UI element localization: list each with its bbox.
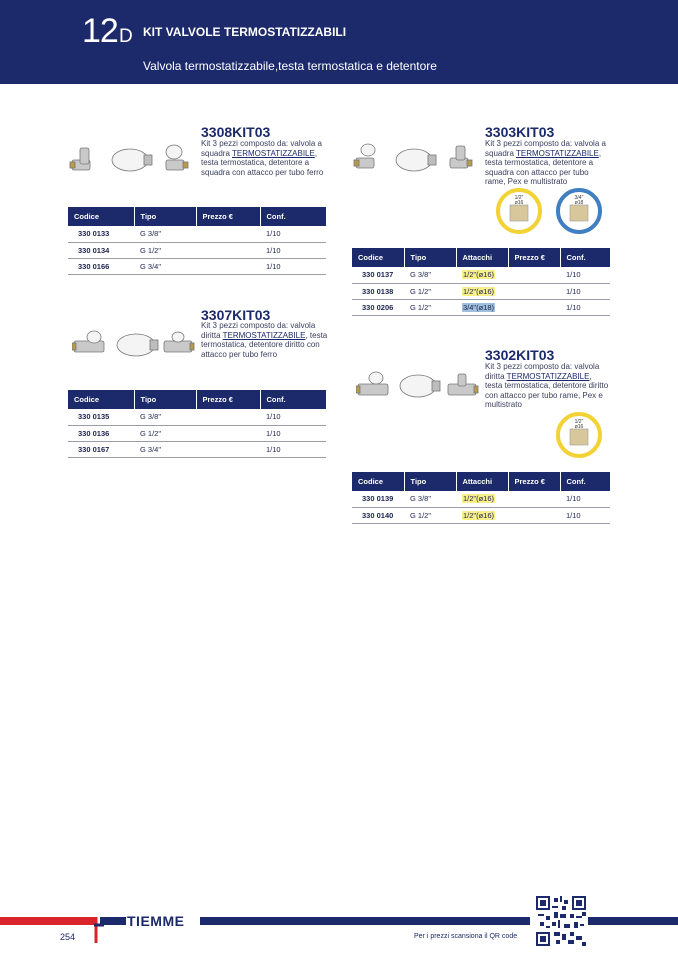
attacchi-value: 1/2"(ø16)	[463, 270, 495, 280]
chapter-letter: D	[119, 26, 133, 47]
cell-tipo: G 1/2"	[404, 507, 456, 523]
table-row	[352, 299, 610, 315]
col-codice: Codice	[352, 248, 404, 267]
badge-top-label: 3/4"	[574, 195, 584, 201]
product-description-3302	[485, 362, 609, 410]
cell-attacchi	[456, 491, 508, 507]
col-prezzo: Prezzo €	[196, 390, 260, 409]
cell-attacchi	[456, 507, 508, 523]
cell-codice: 330 0166	[68, 258, 134, 274]
cell-codice: 330 0134	[68, 242, 134, 258]
col-conf: Conf.	[260, 390, 326, 409]
cell-prezzo	[196, 258, 260, 274]
cell-conf: 1/10	[260, 242, 326, 258]
col-conf: Conf.	[260, 207, 326, 226]
cell-attacchi	[456, 299, 508, 315]
cell-prezzo	[508, 491, 560, 507]
desc-text: Kit 3 pezzi composto da: valvola diritta	[485, 362, 600, 381]
page-number: 254	[60, 932, 76, 942]
desc-text: , testa termostatica, detentore a squadra con attacco per tubo rame, Pex e multistrato	[485, 148, 602, 186]
cell-conf: 1/10	[260, 226, 326, 242]
attacchi-value: 1/2"(ø16)	[463, 510, 495, 520]
col-prezzo: Prezzo €	[508, 472, 560, 491]
footer-blue-bar	[588, 917, 678, 925]
cell-attacchi	[456, 267, 508, 283]
termostatizzabile-link[interactable]: TERMOSTATIZZABILE	[516, 148, 599, 158]
cell-codice: 330 0137	[352, 267, 404, 283]
cell-conf: 1/10	[260, 409, 326, 425]
cell-prezzo	[508, 299, 560, 315]
badge-top-label: 1/2"	[574, 419, 584, 425]
cell-attacchi	[456, 283, 508, 299]
cell-conf: 1/10	[560, 299, 610, 315]
cell-prezzo	[508, 267, 560, 283]
footer-blue-bar	[100, 917, 126, 925]
badge-top-label: 1/2"	[514, 195, 524, 201]
col-tipo: Tipo	[404, 248, 456, 267]
cell-tipo: G 3/8"	[404, 267, 456, 283]
section-subtitle: Valvola termostatizzabile,testa termostatica e detentore	[143, 59, 437, 73]
cell-prezzo	[508, 283, 560, 299]
product-table-3307	[68, 390, 326, 458]
table-row	[68, 242, 326, 258]
badge-bottom-label: ø18	[574, 200, 584, 206]
cell-tipo: G 1/2"	[134, 425, 196, 441]
cell-prezzo	[196, 242, 260, 258]
cell-codice: 330 0136	[68, 425, 134, 441]
col-tipo: Tipo	[134, 390, 196, 409]
badge-bottom-label: ø16	[574, 424, 584, 430]
kit-3307-product-image	[72, 325, 196, 363]
cell-codice: 330 0139	[352, 491, 404, 507]
cell-tipo: G 1/2"	[134, 242, 196, 258]
cell-codice: 330 0135	[68, 409, 134, 425]
table-row	[352, 507, 610, 523]
table-header-row	[68, 390, 326, 409]
desc-text: Kit 3 pezzi composto da: valvola a squadra	[485, 139, 606, 158]
product-table-3303	[352, 248, 610, 316]
qr-caption: Per i prezzi scansiona il QR code	[414, 933, 518, 940]
brand-logo: TIEMME	[127, 913, 185, 929]
cell-codice: 330 0206	[352, 299, 404, 315]
table-row	[352, 283, 610, 299]
cell-codice: 330 0133	[68, 226, 134, 242]
col-codice: Codice	[352, 472, 404, 491]
kit-3308-product-image	[68, 140, 192, 180]
product-table-3302	[352, 472, 610, 524]
attacchi-value: 1/2"(ø16)	[463, 494, 495, 504]
cell-tipo: G 3/4"	[134, 441, 196, 457]
product-code-3302: 3302KIT03	[485, 347, 555, 363]
table-row	[352, 267, 610, 283]
col-conf: Conf.	[560, 248, 610, 267]
col-codice: Codice	[68, 390, 134, 409]
cell-conf: 1/10	[260, 258, 326, 274]
cell-tipo: G 3/8"	[134, 226, 196, 242]
col-prezzo: Prezzo €	[196, 207, 260, 226]
table-row	[68, 226, 326, 242]
desc-text: Kit 3 pezzi composto da: valvola a squadra	[201, 139, 322, 158]
table-header-row	[352, 248, 610, 267]
table-header-row	[68, 207, 326, 226]
cell-conf: 1/10	[560, 491, 610, 507]
col-tipo: Tipo	[134, 207, 196, 226]
table-row	[68, 258, 326, 274]
cell-prezzo	[196, 425, 260, 441]
desc-text: , testa termostatica, detentore diritto con attacco per tubo rame, Pex e multistrato	[485, 371, 609, 409]
col-codice: Codice	[68, 207, 134, 226]
cell-prezzo	[508, 507, 560, 523]
termostatizzabile-link[interactable]: TERMOSTATIZZABILE	[222, 330, 306, 340]
size-badge-16	[496, 188, 542, 234]
cell-conf: 1/10	[260, 425, 326, 441]
cell-conf: 1/10	[260, 441, 326, 457]
product-code-3308: 3308KIT03	[201, 124, 271, 140]
col-conf: Conf.	[560, 472, 610, 491]
table-row	[68, 409, 326, 425]
badge-bottom-label: ø16	[514, 200, 524, 206]
cell-tipo: G 3/8"	[404, 491, 456, 507]
product-description-3307	[201, 321, 329, 359]
qr-code-icon[interactable]	[536, 896, 586, 946]
product-code-3307: 3307KIT03	[201, 307, 271, 323]
col-attacchi: Attacchi	[456, 472, 508, 491]
col-tipo: Tipo	[404, 472, 456, 491]
cell-tipo: G 1/2"	[404, 299, 456, 315]
footer-blue-bar	[200, 917, 530, 925]
desc-text: Kit 3 pezzi composto da: valvola diritta	[201, 321, 316, 340]
product-description-3308	[201, 139, 327, 177]
cell-conf: 1/10	[560, 267, 610, 283]
size-badge-16	[556, 412, 602, 458]
col-prezzo: Prezzo €	[508, 248, 560, 267]
cell-codice: 330 0138	[352, 283, 404, 299]
cell-prezzo	[196, 441, 260, 457]
termostatizzabile-link[interactable]: TERMOSTATIZZABILE	[506, 371, 590, 381]
cell-tipo: G 3/8"	[134, 409, 196, 425]
cell-codice: 330 0140	[352, 507, 404, 523]
table-row	[68, 441, 326, 457]
desc-text: , testa termostatica, detentore diritto con attacco per tubo ferro	[201, 330, 328, 359]
attacchi-value: 3/4"(ø18)	[463, 302, 495, 312]
size-badge-18	[556, 188, 602, 234]
section-title: KIT VALVOLE TERMOSTATIZZABILI	[143, 25, 347, 39]
product-description-3303	[485, 139, 609, 187]
cell-conf: 1/10	[560, 507, 610, 523]
table-header-row	[352, 472, 610, 491]
cell-prezzo	[196, 226, 260, 242]
kit-3303-product-image	[352, 140, 478, 180]
page-header	[0, 0, 678, 84]
cell-prezzo	[196, 409, 260, 425]
desc-text: , testa termostatica, detentore a squadra con attacco per tubo ferro	[201, 148, 324, 177]
col-attacchi: Attacchi	[456, 248, 508, 267]
cell-tipo: G 3/4"	[134, 258, 196, 274]
cell-codice: 330 0167	[68, 441, 134, 457]
footer-red-bar	[0, 917, 96, 925]
termostatizzabile-link[interactable]: TERMOSTATIZZABILE	[232, 148, 315, 158]
cell-conf: 1/10	[560, 283, 610, 299]
chapter-number: 12	[82, 12, 118, 50]
product-table-3308	[68, 207, 326, 275]
table-row	[68, 425, 326, 441]
table-row	[352, 491, 610, 507]
product-code-3303: 3303KIT03	[485, 124, 555, 140]
cell-tipo: G 1/2"	[404, 283, 456, 299]
kit-3302-product-image	[356, 366, 480, 404]
attacchi-value: 1/2"(ø16)	[463, 286, 495, 296]
